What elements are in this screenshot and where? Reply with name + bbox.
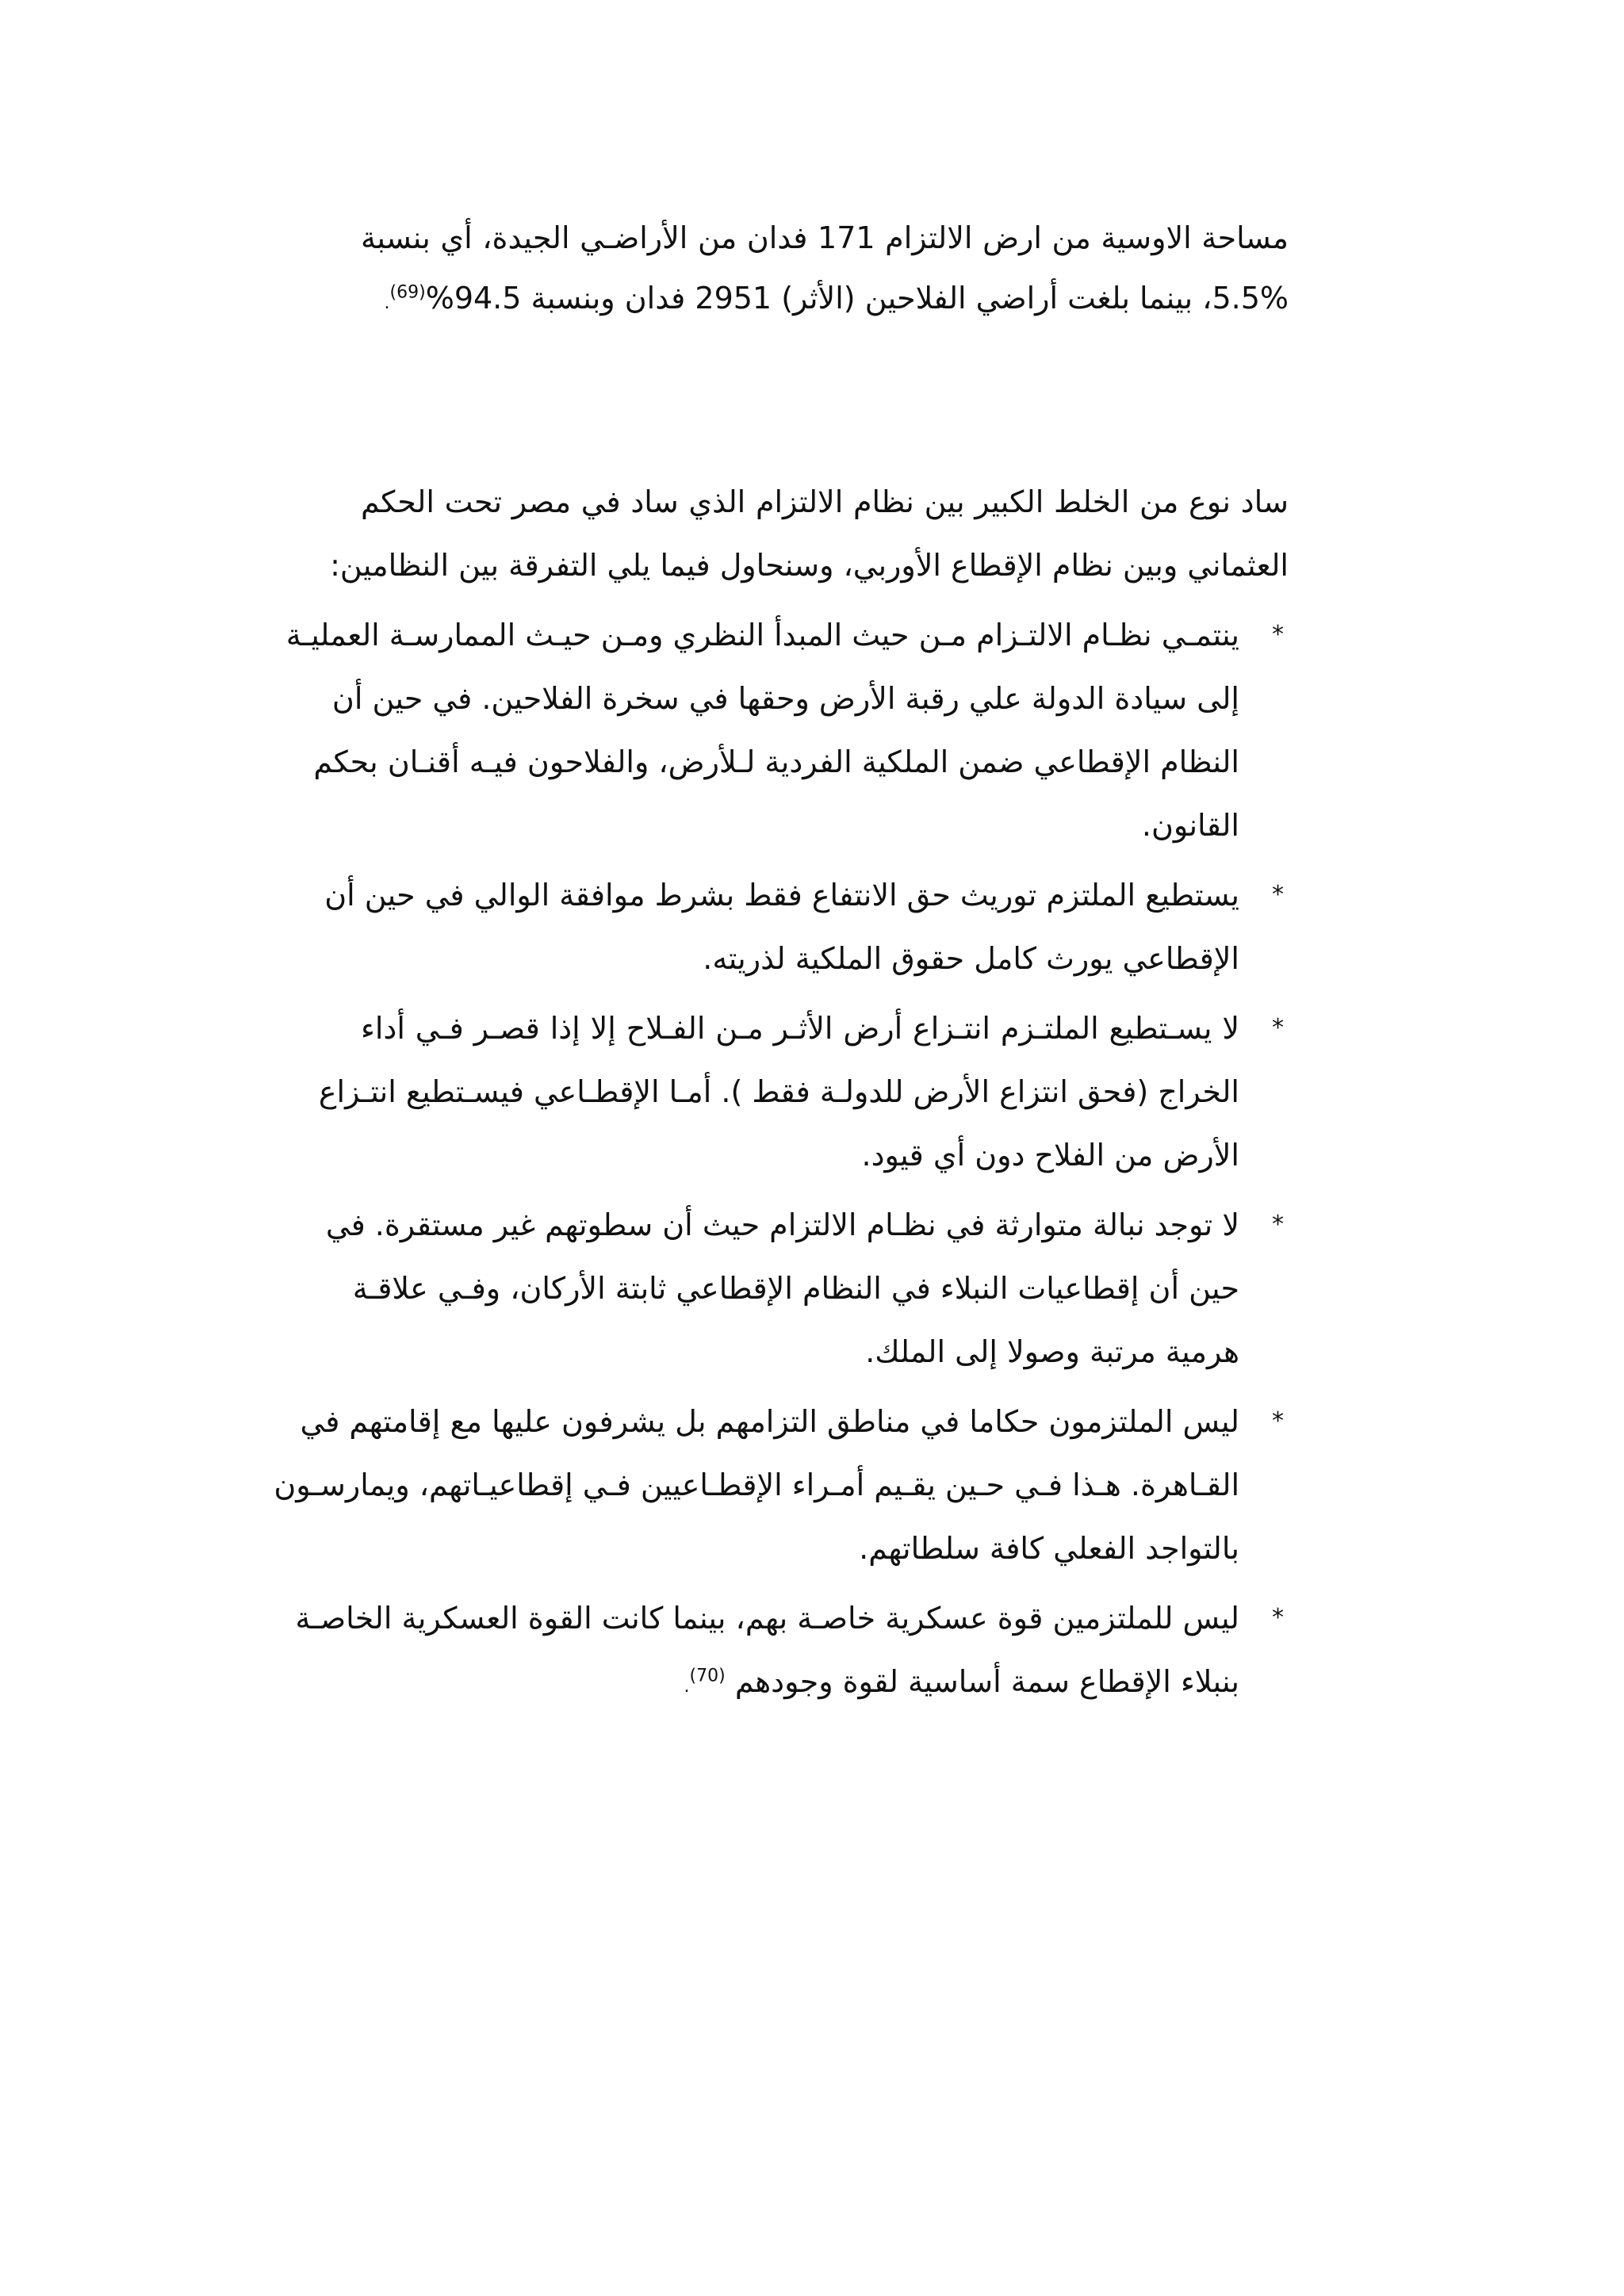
paragraph-line-text: 5.5%، بينما بلغت أراضي الفلاحين (الأثر) 2951 فدان وبنسبة 94.5% [425, 281, 1289, 316]
list-item [318, 997, 1289, 1187]
comparison-list [274, 603, 1289, 1719]
list-item-line: ليس الملتزمون حكاما في مناطق التزامهم بل يشرفون عليها مع إقامتهم في [300, 1404, 1239, 1439]
paragraph-line: مساحة الاوسية من ارض الالتزام 171 فدان من الأراضـي الجيدة، أي بنسبة [361, 220, 1289, 255]
paragraph-comparison [274, 470, 1289, 1719]
list-item-line: إلى سيادة الدولة علي رقبة الأرض وحقها في سخرة الفلاحين. في حين أن [331, 681, 1239, 716]
list-item [324, 863, 1289, 990]
list-item-line: ينتمـي نظـام الالتـزام مـن حيث المبدأ النظري ومـن حيـث الممارسـة العمليـة [285, 618, 1239, 652]
paragraph-line: ساد نوع من الخلط الكبير بين نظام الالتزام الذي ساد في مصر تحت الحكم [361, 484, 1289, 519]
list-item-line: هرمية مرتبة وصولا إلى الملك. [865, 1334, 1239, 1369]
list-item-line: القـاهرة. هـذا فـي حـين يقـيم أمـراء الإقطـاعيين فـي إقطاعيـاتهم، ويمارسـون [274, 1468, 1239, 1502]
footnote-dot: . [684, 1677, 690, 1697]
list-item-line: حين أن إقطاعيات النبلاء في النظام الإقطاعي ثابتة الأركان، وفـي علاقـة [352, 1271, 1239, 1306]
list-item-line: الإقطاعي يورث كامل حقوق الملكية لذريته. [703, 941, 1239, 976]
list-item-line: ليس للملتزمين قوة عسكرية خاصـة بهم، بينما كانت القوة العسكرية الخاصـة [295, 1601, 1239, 1636]
paragraph-line [361, 268, 1289, 334]
list-item-line: لا توجد نبالة متوارثة في نظـام الالتزام حيث أن سطوتهم غير مستقرة. في [325, 1207, 1239, 1242]
list-item [295, 1586, 1289, 1719]
paragraph-line: العثماني وبين نظام الإقطاع الأوربي، وسنحاول فيما يلي التفرقة بين النظامين: [330, 548, 1289, 583]
asterisk-bullet-icon: * [1272, 1407, 1284, 1435]
footnote-dot: . [384, 293, 390, 313]
list-item-line: لا يسـتطيع الملتـزم انتـزاع أرض الأثـر مـن الفـلاح إلا إذا قصـر فـي أداء [361, 1011, 1239, 1046]
footnote-ref-69: (69) [389, 282, 426, 303]
footnote-ref-70: (70) [689, 1666, 726, 1686]
list-item-line: النظام الإقطاعي ضمن الملكية الفردية لـلأرض، والفلاحون فيـه أقنـان بحكم [313, 744, 1239, 779]
asterisk-bullet-icon: * [1272, 1014, 1284, 1042]
list-item [274, 1390, 1289, 1580]
list-item [325, 1193, 1289, 1383]
asterisk-bullet-icon: * [1272, 621, 1284, 649]
list-item-line: بالتواجد الفعلي كافة سلطاتهم. [859, 1531, 1239, 1566]
list-item-line: يستطيع الملتزم توريث حق الانتفاع فقط بشرط موافقة الوالي في حين أن [324, 878, 1239, 913]
list-item [285, 603, 1289, 857]
paragraph-land-area [361, 208, 1289, 334]
list-item-line: القانون. [1141, 808, 1239, 843]
asterisk-bullet-icon: * [1272, 881, 1284, 909]
list-item-line: الخراج (فحق انتزاع الأرض للدولـة فقط ). أمـا الإقطـاعي فيسـتطيع انتـزاع [318, 1074, 1239, 1109]
list-item-line: الأرض من الفلاح دون أي قيود. [861, 1138, 1239, 1173]
asterisk-bullet-icon: * [1272, 1211, 1284, 1238]
list-item-line [361, 1650, 1239, 1719]
list-item-line-text: بنبلاء الإقطاع سمة أساسية لقوة وجودهم [734, 1664, 1239, 1699]
asterisk-bullet-icon: * [1272, 1604, 1284, 1632]
